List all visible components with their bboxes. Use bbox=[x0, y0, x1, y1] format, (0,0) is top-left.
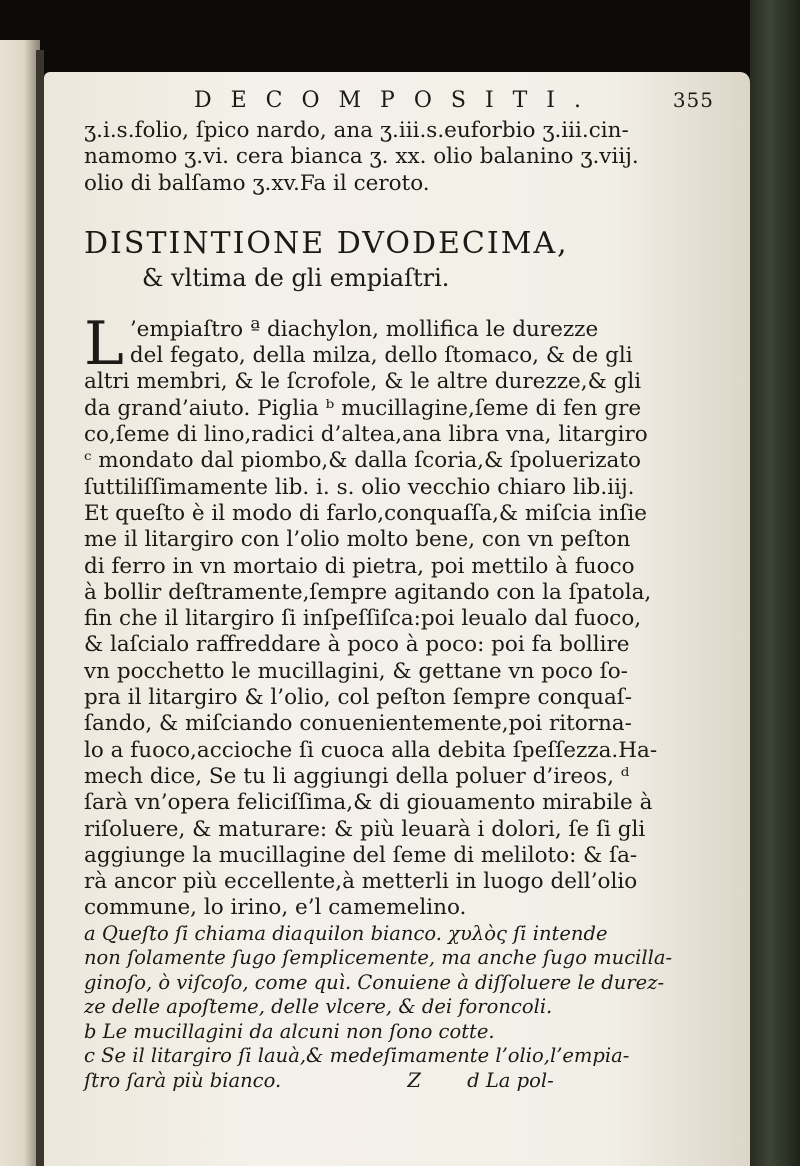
recipe-continuation bbox=[84, 118, 724, 197]
text-line: riſoluere, & maturare: & più leuarà i dolori, ſe ſi gli bbox=[84, 816, 646, 842]
running-title: D E C O M P O S I T I . bbox=[194, 88, 587, 113]
text-line: del fegato, della milza, dello ſtomaco, & de gli bbox=[129, 343, 633, 369]
signature-mark: Z bbox=[407, 1068, 421, 1092]
catchword: d La pol- bbox=[467, 1068, 554, 1092]
text-line: da grand’aiuto. Piglia ᵇ mucillagine,ſeme di fen gre bbox=[84, 395, 642, 421]
page-text bbox=[84, 88, 724, 1093]
text-line: di ferro in vn mortaio di pietra, poi mettilo à fuoco bbox=[84, 553, 635, 579]
text-line: à bollir deſtramente,ſempre agitando con la ſpatola, bbox=[84, 579, 652, 605]
text-line: mech dice, Se tu li aggiungi della poluer d’ireos, ᵈ bbox=[84, 763, 630, 789]
note-line: ginoſo, ò viſcoſo, come quì. Conuiene à diſſoluere le durez- bbox=[84, 970, 665, 994]
text-line: co,ſeme di lino,radici d’altea,ana libra vna, litargiro bbox=[84, 422, 648, 448]
section-subtitle: & vltima de gli empiaſtri. bbox=[142, 263, 450, 292]
text-line: fin che il litargiro ſi inſpeſſiſca:poi leualo dal fuoco, bbox=[84, 606, 642, 632]
text-line: ſando, & miſciando conuenientemente,poi ritorna- bbox=[84, 711, 632, 737]
text-line: vn pocchetto le mucillagini, & gettane vn poco ſo- bbox=[84, 658, 628, 684]
text-line: namomo ʒ.vi. cera bianca ʒ. xx. olio balanino ʒ.viij. bbox=[84, 144, 639, 170]
text-line: ſuttiliſſimamente lib. i. s. olio vecchio chiaro lib.iij. bbox=[84, 474, 635, 500]
book-gutter bbox=[36, 50, 44, 1166]
running-header bbox=[194, 88, 724, 118]
text-line: ſarà vn’opera feliciſſima,& di giouamento mirabile à bbox=[84, 790, 653, 816]
text-line: ʒ.i.s.folio, ſpico nardo, ana ʒ.iii.s.euforbio ʒ.iii.cin- bbox=[84, 118, 629, 143]
text-line: pra il litargiro & l’olio, col peſton ſempre conquaſ- bbox=[84, 685, 633, 711]
footer-line bbox=[84, 1069, 724, 1094]
marginal-notes bbox=[84, 922, 724, 1094]
text-line: ’empiaſtro ª diachylon, mollifica le durezze bbox=[129, 316, 599, 342]
text-line: lo a fuoco,accioche ſi cuoca alla debita ſpeſſezza.Ha- bbox=[84, 737, 658, 763]
page-number: 355 bbox=[672, 88, 714, 112]
drop-cap: L bbox=[84, 316, 124, 370]
main-paragraph bbox=[84, 317, 724, 922]
text-line: altri membri, & le ſcrofole, & le altre durezze,& gli bbox=[84, 369, 642, 395]
note-line: a Queſto ſi chiama diaquilon bianco. χυλὸς ſi intende bbox=[84, 921, 608, 945]
background-edge bbox=[750, 0, 800, 1166]
text-line: ᶜ mondato dal piombo,& dalla ſcoria,& ſpoluerizato bbox=[84, 448, 641, 474]
note-line: c Se il litargiro ſi lauà,& medeſimamente l’olio,l’empia- bbox=[84, 1044, 630, 1068]
text-line: Et queſto è il modo di farlo,conquaſſa,& miſcia inſie bbox=[84, 500, 647, 526]
note-line: ſtro ſarà più bianco. bbox=[84, 1068, 282, 1092]
text-line: olio di balſamo ʒ.xv.Fa il ceroto. bbox=[84, 170, 430, 196]
section-title: DISTINTIONE DVODECIMA, bbox=[84, 225, 569, 261]
note-line: non ſolamente ſugo ſemplicemente, ma anche ſugo mucilla- bbox=[84, 946, 673, 970]
text-line: rà ancor più eccellente,à metterli in luogo dell’olio bbox=[84, 869, 638, 895]
text-line: me il litargiro con l’olio molto bene, con vn peſton bbox=[84, 527, 631, 553]
note-line: b Le mucillagini da alcuni non ſono cotte. bbox=[84, 1019, 495, 1043]
text-line: & laſcialo raffreddare à poco à poco: poi fa bollire bbox=[84, 632, 630, 658]
facing-page-edge bbox=[0, 40, 40, 1166]
note-line: ze delle apoſteme, delle vlcere, & dei foroncoli. bbox=[84, 995, 553, 1019]
text-line: aggiunge la mucillagine del ſeme di meliloto: & ſa- bbox=[84, 842, 638, 868]
text-line: commune, lo irino, e’l camemelino. bbox=[84, 895, 467, 921]
